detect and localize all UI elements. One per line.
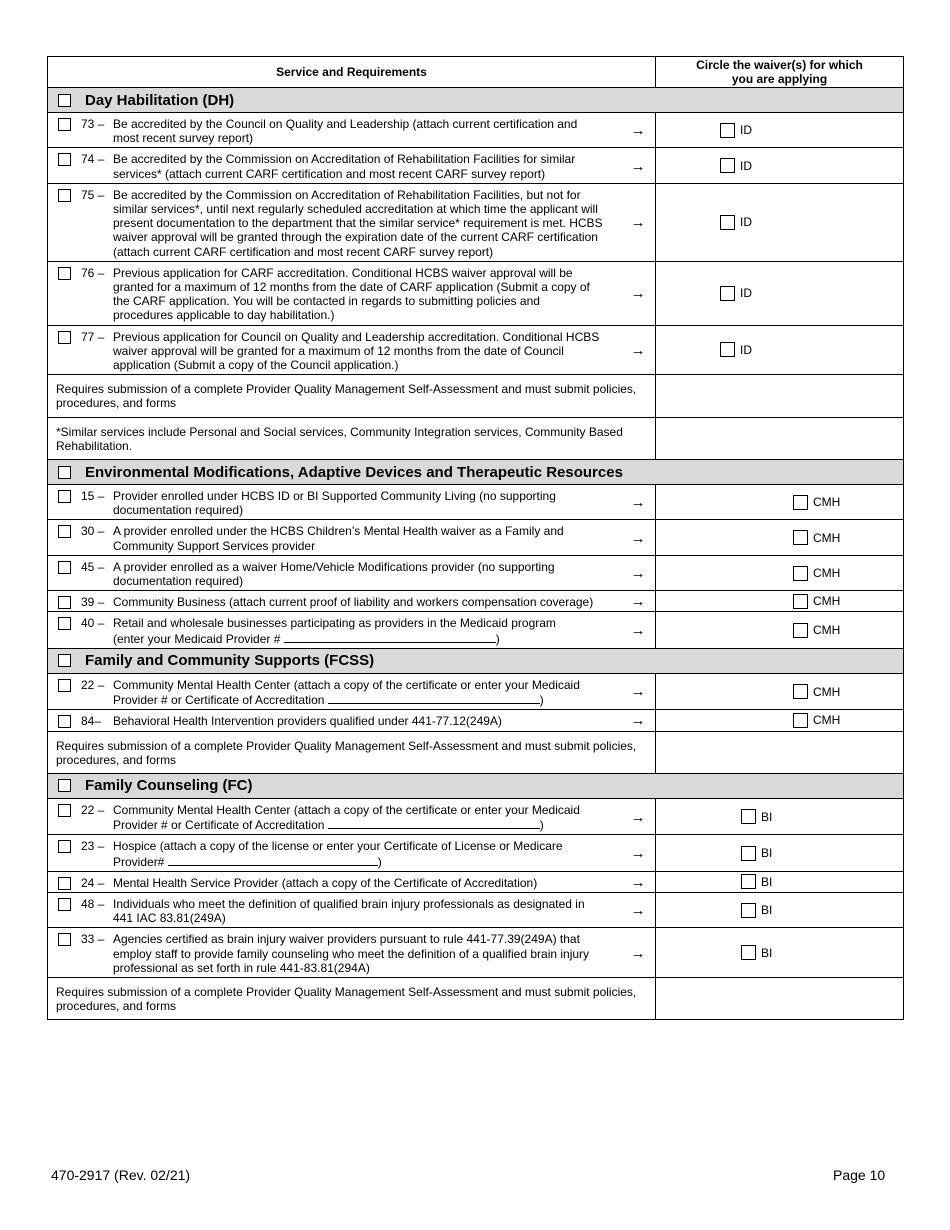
- waiver-option-cell: [656, 591, 904, 612]
- requirement-text: [113, 678, 625, 707]
- requirement-row: [48, 113, 904, 148]
- section-header-content: [48, 464, 903, 481]
- requirement-number: 48 –: [81, 896, 105, 911]
- table-body: [48, 88, 904, 1020]
- requirement-content: [48, 520, 655, 554]
- requirement-text: [113, 489, 625, 517]
- requirement-content: [48, 872, 655, 892]
- requirement-content: [48, 148, 655, 182]
- requirement-text-line: Behavioral Health Intervention providers qualified under 441-77.12(249A): [113, 714, 502, 729]
- requirement-number: 33 –: [81, 932, 105, 947]
- section-header-cell: [48, 460, 904, 485]
- requirement-number: 45 –: [81, 559, 105, 574]
- fill-in-blank-line[interactable]: [284, 631, 496, 643]
- requirement-number: 30 –: [81, 524, 105, 539]
- closing-paren: ): [539, 818, 544, 833]
- section-header-cell: [48, 88, 904, 113]
- table-header-row: [48, 57, 904, 88]
- requirement-cell: [48, 113, 656, 148]
- requirement-content: [48, 893, 655, 927]
- requirement-checkbox[interactable]: [58, 525, 71, 538]
- requirement-number: 76 –: [81, 265, 105, 280]
- waiver-option-id[interactable]: [656, 123, 903, 138]
- requirement-checkbox[interactable]: [58, 331, 71, 344]
- section-checkbox[interactable]: [58, 466, 71, 479]
- waiver-label: ID: [740, 286, 752, 301]
- requirement-content: [48, 184, 655, 261]
- waiver-checkbox[interactable]: [793, 623, 808, 638]
- section-note: Requires submission of a complete Provider Quality Management Self-Assessment and must submit policies, procedures, and forms: [56, 382, 637, 411]
- waiver-header-line-2: you are applying: [731, 72, 828, 86]
- waiver-option-cell: [656, 113, 904, 148]
- section-header-cell: [48, 648, 904, 673]
- waiver-checkbox[interactable]: [793, 594, 808, 609]
- requirement-text-line: Community Support Services provider: [113, 538, 316, 553]
- section-note-empty-cell: [656, 375, 904, 417]
- arrow-right-icon: →: [630, 622, 646, 640]
- requirement-cell: [48, 485, 656, 520]
- waiver-option-cmh[interactable]: [656, 623, 903, 638]
- requirement-text-line: Provider # or Certificate of Accreditation: [113, 693, 325, 708]
- closing-paren: ): [495, 631, 500, 646]
- waiver-option-cmh[interactable]: [656, 566, 903, 581]
- requirement-cell: [48, 325, 656, 375]
- requirement-content: [48, 612, 655, 647]
- arrow-right-icon: →: [630, 214, 646, 232]
- waiver-label: BI: [761, 809, 773, 824]
- requirement-row: [48, 485, 904, 520]
- section-title: Environmental Modifications, Adaptive Devices and Therapeutic Resources: [85, 463, 623, 481]
- requirement-checkbox[interactable]: [58, 679, 71, 692]
- requirement-cell: [48, 612, 656, 648]
- requirement-checkbox[interactable]: [58, 596, 71, 609]
- section-header-content: [48, 777, 903, 794]
- arrow-right-icon: →: [630, 494, 646, 512]
- waiver-option-cell: [656, 261, 904, 325]
- requirement-text: [113, 330, 625, 373]
- requirement-text-line: Be accredited by the Council on Quality and Leadership (attach current certification and: [113, 117, 578, 131]
- waiver-checkbox[interactable]: [720, 342, 735, 357]
- section-note-cell: [48, 977, 656, 1019]
- waiver-option-id[interactable]: [656, 286, 903, 301]
- requirement-text-line: A provider enrolled under the HCBS Children’s Mental Health waiver as a Family and: [113, 524, 564, 539]
- requirement-content: [48, 556, 655, 590]
- section-checkbox[interactable]: [58, 779, 71, 792]
- waiver-option-cmh[interactable]: [656, 530, 903, 545]
- requirement-text: [113, 595, 625, 609]
- requirement-text-line: Community Business (attach current proof of liability and workers compensation coverage): [113, 595, 594, 610]
- waiver-option-cmh[interactable]: [656, 684, 903, 699]
- section-header-content: [48, 92, 903, 109]
- requirement-content: [48, 835, 655, 870]
- requirement-cell: [48, 591, 656, 612]
- waiver-option-cmh[interactable]: [656, 594, 903, 609]
- waiver-checkbox[interactable]: [720, 286, 735, 301]
- waiver-checkbox[interactable]: [720, 158, 735, 173]
- section-checkbox[interactable]: [58, 94, 71, 107]
- requirement-checkbox[interactable]: [58, 898, 71, 911]
- requirement-checkbox[interactable]: [58, 715, 71, 728]
- waiver-label: CMH: [813, 594, 841, 609]
- requirement-text-line: Be accredited by the Commission on Accreditation of Rehabilitation Facilities, but not for: [113, 187, 581, 202]
- waiver-option-bi[interactable]: [656, 874, 903, 889]
- waiver-label: CMH: [813, 713, 841, 728]
- requirement-row: [48, 673, 904, 709]
- waiver-checkbox[interactable]: [793, 684, 808, 699]
- requirement-text-line: Provider enrolled under HCBS ID or BI Supported Community Living (no supporting: [113, 489, 556, 504]
- requirement-cell: [48, 835, 656, 871]
- form-number: 470-2917 (Rev. 02/21): [51, 1167, 191, 1183]
- waiver-checkbox[interactable]: [741, 903, 756, 918]
- waiver-option-id[interactable]: [656, 215, 903, 230]
- waiver-option-cmh[interactable]: [656, 713, 903, 728]
- waiver-option-cell: [656, 798, 904, 834]
- section-title: Family Counseling (FC): [85, 777, 253, 795]
- requirement-number: 77 –: [81, 329, 105, 344]
- requirement-content: [48, 485, 655, 519]
- requirement-row: [48, 261, 904, 325]
- waiver-checkbox[interactable]: [741, 809, 756, 824]
- requirement-text-line: Previous application for Council on Quality and Leadership accreditation. Conditional HCBS: [113, 329, 600, 344]
- waiver-option-cell: [656, 928, 904, 978]
- requirement-text-line: (enter your Medicaid Provider #: [113, 631, 281, 646]
- requirement-number: 24 –: [81, 875, 105, 890]
- arrow-right-icon: →: [630, 944, 646, 962]
- waiver-option-cell: [656, 325, 904, 375]
- requirement-row: [48, 148, 904, 183]
- arrow-right-icon: →: [630, 341, 646, 359]
- waiver-label: CMH: [813, 566, 841, 581]
- waiver-label: ID: [740, 158, 752, 173]
- waiver-label: CMH: [813, 623, 841, 638]
- requirement-row: [48, 871, 904, 892]
- requirement-cell: [48, 892, 656, 927]
- waiver-option-cell: [656, 148, 904, 183]
- waiver-checkbox[interactable]: [720, 215, 735, 230]
- section-title: Family and Community Supports (FCSS): [85, 652, 375, 670]
- requirement-cell: [48, 183, 656, 261]
- fill-in-blank-line[interactable]: [328, 692, 540, 704]
- requirement-row: [48, 835, 904, 871]
- requirement-content: [48, 710, 655, 730]
- requirement-text: [113, 616, 625, 645]
- section-note-empty-cell: [656, 977, 904, 1019]
- section-note-empty-cell: [656, 731, 904, 773]
- requirement-text-line: Provider # or Certificate of Accreditation: [113, 818, 325, 833]
- waiver-checkbox[interactable]: [741, 874, 756, 889]
- waiver-label: CMH: [813, 530, 841, 545]
- waiver-option-cell: [656, 555, 904, 590]
- waiver-label: CMH: [813, 495, 841, 510]
- section-note-cell: [48, 417, 656, 459]
- section-note-row: [48, 375, 904, 417]
- arrow-right-icon: →: [630, 844, 646, 862]
- requirement-checkbox[interactable]: [58, 490, 71, 503]
- requirement-number: 15 –: [81, 489, 105, 504]
- waiver-checkbox[interactable]: [793, 495, 808, 510]
- waiver-option-bi[interactable]: [656, 809, 903, 824]
- arrow-right-icon: →: [630, 683, 646, 701]
- fill-in-blank-line[interactable]: [328, 817, 540, 829]
- requirement-number: 74 –: [81, 152, 105, 167]
- requirement-number: 22 –: [81, 802, 105, 817]
- requirement-cell: [48, 520, 656, 555]
- waiver-option-cell: [656, 892, 904, 927]
- requirement-row: [48, 798, 904, 834]
- requirement-text: [113, 524, 625, 552]
- requirement-row: [48, 892, 904, 927]
- arrow-right-icon: →: [630, 564, 646, 582]
- requirement-number: 39 –: [81, 595, 105, 610]
- requirement-checkbox[interactable]: [58, 877, 71, 890]
- requirement-text-line: 441 IAC 83.81(249A): [113, 911, 226, 926]
- section-note-row: [48, 977, 904, 1019]
- closing-paren: ): [377, 854, 382, 869]
- requirement-text: [113, 266, 625, 323]
- requirement-number: 75 –: [81, 187, 105, 202]
- waiver-label: ID: [740, 215, 752, 230]
- requirement-text-line: Community Mental Health Center (attach a copy of the certificate or enter your Medicaid: [113, 677, 580, 692]
- service-requirements-header-label: Service and Requirements: [276, 65, 427, 79]
- requirement-text: [113, 188, 625, 259]
- arrow-right-icon: →: [630, 157, 646, 175]
- requirement-text-line: waiver approval will be granted through the expiration date of the current CARF certification: [113, 230, 598, 245]
- requirement-text-line: Hospice (attach a copy of the license or enter your Certificate of License or Medicare: [113, 839, 563, 854]
- requirement-text-line: procedures applicable to day habilitation.): [113, 308, 335, 323]
- requirement-cell: [48, 928, 656, 978]
- waiver-option-cell: [656, 835, 904, 871]
- requirement-text-line: Agencies certified as brain injury waiver providers pursuant to rule 441-77.39(249A) that: [113, 932, 580, 947]
- requirement-row: [48, 928, 904, 978]
- requirement-cell: [48, 261, 656, 325]
- arrow-right-icon: →: [630, 808, 646, 826]
- requirement-text-line: Previous application for CARF accreditation. Conditional HCBS waiver approval will be: [113, 265, 573, 280]
- requirement-text-line: employ staff to provide family counseling who meet the definition of a qualified brain injury: [113, 946, 590, 961]
- requirement-text-line: waiver approval will be granted for a maximum of 12 months from the date of Council: [113, 343, 564, 358]
- requirement-cell: [48, 871, 656, 892]
- waiver-label: BI: [761, 945, 773, 960]
- requirement-text-line: (attach current CARF certification and most recent CARF survey report): [113, 244, 494, 259]
- waiver-checkbox[interactable]: [793, 566, 808, 581]
- section-header-environmental-modifications-adaptive-dev: [48, 460, 904, 485]
- requirement-text: [113, 803, 625, 832]
- requirement-checkbox[interactable]: [58, 840, 71, 853]
- waiver-checkbox[interactable]: [793, 713, 808, 728]
- requirement-text-line: the CARF application. You will be contacted in regards to submitting policies and: [113, 294, 540, 309]
- requirement-number: 23 –: [81, 839, 105, 854]
- requirement-cell: [48, 710, 656, 731]
- requirement-row: [48, 520, 904, 555]
- requirement-text-line: documentation required): [113, 503, 244, 518]
- waiver-option-bi[interactable]: [656, 945, 903, 960]
- requirement-text: [113, 932, 625, 975]
- waiver-option-bi[interactable]: [656, 846, 903, 861]
- arrow-right-icon: →: [630, 593, 646, 611]
- requirement-text: [113, 117, 625, 145]
- requirement-checkbox[interactable]: [58, 933, 71, 946]
- waiver-label: CMH: [813, 684, 841, 699]
- requirement-row: [48, 710, 904, 731]
- waiver-option-cell: [656, 183, 904, 261]
- section-note: Requires submission of a complete Provider Quality Management Self-Assessment and must submit policies, procedures, and forms: [56, 984, 637, 1014]
- waiver-option-cell: [656, 485, 904, 520]
- requirement-checkbox[interactable]: [58, 561, 71, 574]
- arrow-right-icon: →: [630, 873, 646, 891]
- service-requirements-header: [48, 57, 656, 88]
- requirement-content: [48, 799, 655, 834]
- waiver-checkbox[interactable]: [720, 123, 735, 138]
- requirement-content: [48, 591, 655, 611]
- closing-paren: ): [539, 693, 544, 708]
- arrow-right-icon: →: [630, 902, 646, 920]
- requirement-text: [113, 714, 625, 728]
- waiver-option-id[interactable]: [656, 158, 903, 173]
- waiver-checkbox[interactable]: [741, 945, 756, 960]
- section-header-family-counseling-fc: [48, 773, 904, 798]
- section-note-row: [48, 731, 904, 773]
- waiver-header-line-1: Circle the waiver(s) for which: [696, 58, 863, 72]
- arrow-right-icon: →: [630, 529, 646, 547]
- requirement-text-line: Community Mental Health Center (attach a copy of the certificate or enter your Medicaid: [113, 802, 580, 817]
- requirement-text: [113, 897, 625, 925]
- requirement-text-line: Mental Health Service Provider (attach a copy of the Certificate of Accreditation): [113, 875, 538, 890]
- requirement-checkbox[interactable]: [58, 617, 71, 630]
- requirement-content: [48, 326, 655, 375]
- waiver-label: ID: [740, 342, 752, 357]
- waiver-label: BI: [761, 846, 773, 861]
- requirement-text: [113, 839, 625, 868]
- requirement-row: [48, 325, 904, 375]
- waiver-option-cell: [656, 871, 904, 892]
- requirement-content: [48, 113, 655, 147]
- requirement-cell: [48, 798, 656, 834]
- waiver-checkbox[interactable]: [793, 530, 808, 545]
- waiver-option-cmh[interactable]: [656, 495, 903, 510]
- requirement-number: 84–: [81, 714, 102, 729]
- requirement-checkbox[interactable]: [58, 804, 71, 817]
- requirement-checkbox[interactable]: [58, 118, 71, 131]
- section-title: Day Habilitation (DH): [85, 91, 235, 109]
- waiver-label: BI: [761, 874, 773, 889]
- section-note: *Similar services include Personal and Social services, Community Integration services, Community Based Rehabilitation.: [56, 424, 623, 453]
- waiver-option-cell: [656, 710, 904, 731]
- section-note-cell: [48, 375, 656, 417]
- requirement-content: [48, 928, 655, 977]
- arrow-right-icon: →: [630, 122, 646, 140]
- requirement-number: 73 –: [81, 117, 105, 131]
- requirement-row: [48, 183, 904, 261]
- requirement-text-line: Retail and wholesale businesses participating as providers in the Medicaid program: [113, 616, 556, 631]
- requirement-text-line: application (Submit a copy of the Council application.): [113, 358, 399, 373]
- waiver-option-cell: [656, 520, 904, 555]
- section-header-cell: [48, 773, 904, 798]
- section-header-family-and-community-supports-fcss: [48, 648, 904, 673]
- page-number: Page 10: [833, 1167, 886, 1183]
- waiver-label: BI: [761, 903, 773, 918]
- section-note-cell: [48, 731, 656, 773]
- waiver-checkbox[interactable]: [741, 846, 756, 861]
- section-note: Requires submission of a complete Provider Quality Management Self-Assessment and must submit policies, procedures, and forms: [56, 738, 637, 767]
- section-note-empty-cell: [656, 417, 904, 459]
- requirement-row: [48, 612, 904, 648]
- waiver-option-bi[interactable]: [656, 903, 903, 918]
- section-header-day-habilitation-dh: [48, 88, 904, 113]
- arrow-right-icon: →: [630, 285, 646, 303]
- fill-in-blank-line[interactable]: [168, 854, 378, 866]
- requirement-text-line: Provider#: [113, 854, 165, 869]
- requirement-text-line: granted for a maximum of 12 months from the date of CARF application (Submit a copy of: [113, 280, 590, 295]
- waiver-label: ID: [740, 123, 752, 138]
- waiver-option-cell: [656, 673, 904, 709]
- requirement-text-line: A provider enrolled as a waiver Home/Vehicle Modifications provider (no supporting: [113, 559, 555, 574]
- requirement-number: 40 –: [81, 616, 105, 631]
- requirement-text-line: services* (attach current CARF certification and most recent CARF survey report): [113, 166, 546, 181]
- requirement-text: [113, 152, 625, 180]
- requirement-cell: [48, 555, 656, 590]
- requirement-text-line: professional as set forth in rule 441-83.81(294A): [113, 960, 370, 975]
- requirement-text-line: present documentation to the department that the similar service* requirement is met. HCBS: [113, 216, 603, 231]
- section-header-content: [48, 652, 903, 669]
- requirement-cell: [48, 148, 656, 183]
- section-checkbox[interactable]: [58, 654, 71, 667]
- waiver-option-cell: [656, 612, 904, 648]
- requirement-checkbox[interactable]: [58, 153, 71, 166]
- requirement-checkbox[interactable]: [58, 267, 71, 280]
- requirement-row: [48, 591, 904, 612]
- waiver-option-id[interactable]: [656, 342, 903, 357]
- requirement-text-line: documentation required): [113, 574, 244, 589]
- requirement-text-line: Individuals who meet the definition of qualified brain injury professionals as designated in: [113, 896, 585, 911]
- requirement-content: [48, 262, 655, 325]
- provider-requirements-table: [47, 56, 904, 1020]
- requirement-content: [48, 674, 655, 709]
- section-note-row: [48, 417, 904, 459]
- requirement-text: [113, 876, 625, 890]
- requirement-checkbox[interactable]: [58, 189, 71, 202]
- arrow-right-icon: →: [630, 712, 646, 730]
- requirement-text-line: similar services*, until next regularly scheduled accreditation at which time the applicant will: [113, 202, 598, 217]
- waiver-selection-header: [656, 57, 904, 88]
- requirement-number: 22 –: [81, 677, 105, 692]
- requirement-text: [113, 560, 625, 588]
- requirement-cell: [48, 673, 656, 709]
- requirement-text-line: Be accredited by the Commission on Accreditation of Rehabilitation Facilities for similar: [113, 152, 576, 167]
- requirement-text-line: most recent survey report): [113, 131, 254, 146]
- requirement-row: [48, 555, 904, 590]
